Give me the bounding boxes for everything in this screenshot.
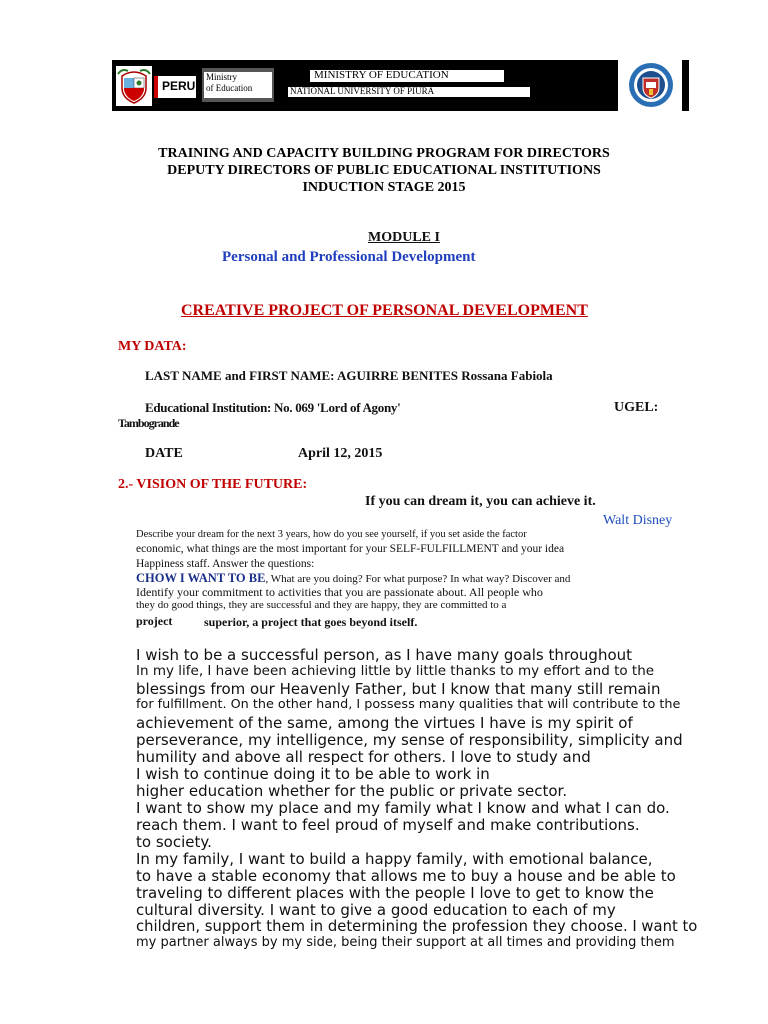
instruction-line3: Happiness staff. Answer the questions: (136, 558, 315, 570)
essay-line: my partner always by my side, being their support at all times and providing them (136, 935, 675, 950)
date-value: April 12, 2015 (298, 446, 383, 461)
program-title-line3: INDUCTION STAGE 2015 (302, 180, 466, 195)
essay-line: In my life, I have been achieving little by little thanks to my effort and to the (136, 663, 655, 679)
essay-line: achievement of the same, among the virtues I have is my spirit of (136, 714, 633, 732)
peru-coat-of-arms-icon (116, 66, 152, 106)
ugel-label: UGEL: (614, 400, 659, 415)
quote-author: Walt Disney (603, 513, 673, 528)
how-line-rest: , What are you doing? For what purpose? In what way? Discover and (265, 573, 571, 585)
essay-line: humility and above all respect for others. I love to study and (136, 748, 591, 766)
header-banner (112, 60, 689, 111)
essay-line: for fulfillment. On the other hand, I possess many qualities that will contribute to the (136, 697, 681, 712)
ministry-of-education-text: MINISTRY OF EDUCATION (314, 69, 449, 81)
ministry-line2: of Education (206, 83, 253, 93)
ugel-value: Tambogrande (118, 416, 179, 430)
peru-label: PERU (162, 79, 196, 93)
date-label: DATE (145, 446, 183, 461)
instruction-line6: they do good things, they are successful and they are happy, they are committed to a (136, 599, 507, 611)
essay-line: perseverance, my intelligence, my sense of responsibility, simplicity and (136, 731, 683, 749)
essay-line: higher education whether for the public or private sector. (136, 782, 568, 800)
project-word: project (136, 614, 173, 628)
essay-line: children, support them in determining the profession they choose. I want to (136, 918, 698, 935)
ministry-of-education-field (310, 70, 504, 82)
project-title: CREATIVE PROJECT OF PERSONAL DEVELOPMENT (181, 302, 588, 319)
vision-heading: 2.- VISION OF THE FUTURE: (118, 477, 308, 492)
program-title-line1: TRAINING AND CAPACITY BUILDING PROGRAM FOR DIRECTORS (158, 146, 610, 161)
peru-red-stripe (154, 76, 158, 98)
ministry-logo-box (202, 68, 274, 102)
institution-line: Educational Institution: No. 069 'Lord of Agony' (145, 400, 401, 415)
university-field (288, 87, 530, 97)
instruction-line5: Identify your commitment to activities that you are passionate about. All people who (136, 585, 543, 599)
module-subtitle: Personal and Professional Development (222, 249, 476, 265)
vision-quote: If you can dream it, you can achieve it. (365, 494, 596, 509)
program-title-line2: DEPUTY DIRECTORS OF PUBLIC EDUCATIONAL INSTITUTIONS (167, 163, 601, 178)
module-heading: MODULE I (368, 230, 440, 245)
essay-line: reach them. I want to feel proud of myself and make contributions. (136, 816, 640, 834)
essay-line: I want to show my place and my family what I know and what I can do. (136, 799, 670, 817)
university-text: NATIONAL UNIVERSITY OF PIURA (290, 86, 435, 96)
essay-line: I wish to continue doing it to be able to work in (136, 765, 490, 783)
university-seal-icon (628, 62, 674, 108)
how-i-want-to-be-label: CHOW I WANT TO BE (136, 571, 266, 585)
essay-line: cultural diversity. I want to give a good education to each of my (136, 901, 616, 919)
university-seal-area (618, 60, 689, 111)
peru-label-box (154, 76, 196, 98)
my-data-heading: MY DATA: (118, 339, 187, 354)
essay-line: I wish to be a successful person, as I have many goals throughout (136, 646, 633, 664)
instruction-line1: Describe your dream for the next 3 years, how do you see yourself, if you set aside the factor (136, 529, 527, 540)
how-line (136, 571, 570, 586)
essay-line: In my family, I want to build a happy family, with emotional balance, (136, 850, 653, 868)
ministry-line1: Ministry (206, 72, 238, 82)
name-line: LAST NAME and FIRST NAME: AGUIRRE BENITES Rossana Fabiola (145, 368, 553, 383)
essay-line: to society. (136, 833, 212, 851)
essay-line: to have a stable economy that allows me to buy a house and be able to (136, 867, 676, 885)
instruction-line2: economic, what things are the most important for your SELF-FULFILLMENT and your idea (136, 543, 565, 555)
essay-line: traveling to different places with the people I love to get to know the (136, 884, 654, 902)
essay-line: blessings from our Heavenly Father, but I know that many still remain (136, 680, 661, 698)
project-rest: superior, a project that goes beyond itself. (204, 615, 418, 629)
banner-right-edge (682, 60, 689, 111)
